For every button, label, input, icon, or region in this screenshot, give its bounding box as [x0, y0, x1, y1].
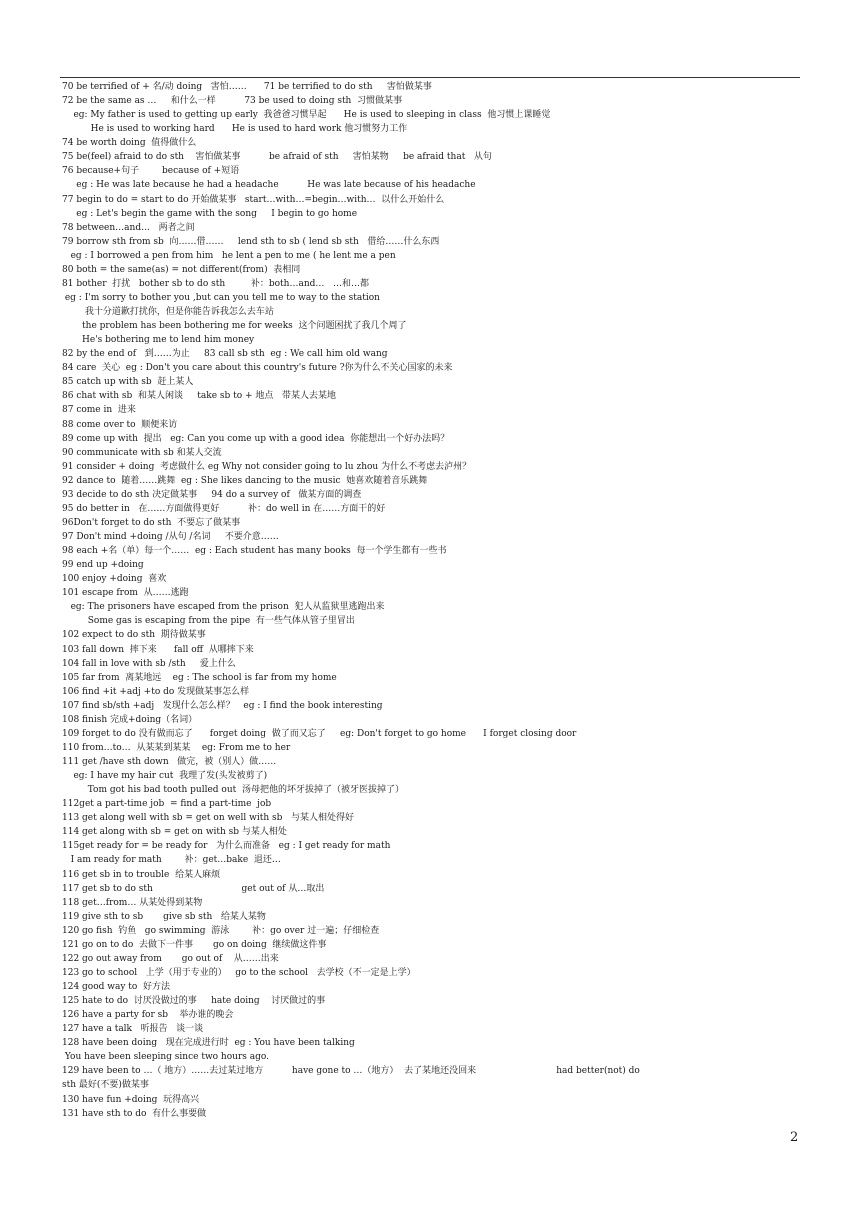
text-line: 72 be the same as … 和什么一样 73 be used to doing sth 习惯做某事: [62, 96, 403, 107]
text-line: Tom got his bad tooth pulled out 汤母把他的坏牙拔掉了（被牙医拔掉了）: [62, 785, 404, 796]
text-line: 97 Don't mind +doing /从句 /名词 不要介意……: [62, 532, 279, 542]
text-line: 91 consider + doing 考虑做什么 eg Why not consider going to lu zhou 为什么不考虑去泸州？: [62, 461, 472, 472]
text-line: eg: My father is used to getting up early 我爸爸习惯早起 He is used to sleeping in class 他习惯上课睡觉: [62, 110, 551, 121]
text-line: 113 get along well with sb = get on well with sb 与某人相处得好: [62, 813, 354, 824]
text-line: 89 come up with 提出 eg: Can you come up with a good idea 你能想出一个好办法吗？: [62, 433, 450, 444]
text-line: 88 come over to 顺便来访: [62, 419, 178, 430]
text-line: 74 be worth doing 值得做什么: [62, 138, 197, 149]
text-line: 81 bother 打扰 bother sb to do sth 补：both…and… …和…都: [62, 278, 369, 289]
header-rule: [60, 77, 800, 78]
text-line: 119 give sth to sb give sb sth 给某人某物: [62, 911, 266, 922]
text-line: 103 fall down 摔下来 fall off 从哪摔下来: [62, 644, 254, 655]
text-line: sth 最好(不要)做某事: [62, 1080, 149, 1091]
text-line: 114 get along with sb = get on with sb 与某人相处: [62, 827, 287, 838]
text-line: eg : I'm sorry to bother you ,but can you tell me to way to the station: [62, 292, 380, 303]
text-line: He is used to working hard He is used to hard work 他习惯努力工作: [62, 124, 408, 135]
text-line: 85 catch up with sb 赶上某人: [62, 377, 194, 388]
text-line: 110 from…to… 从某某到某某 eg: From me to her: [62, 742, 291, 753]
text-line: 128 have been doing 现在完成进行时 eg : You have been talking: [62, 1038, 355, 1049]
text-line: 123 go to school 上学（用于专业的） go to the school 去学校（不一定是上学）: [62, 967, 416, 978]
text-line: 108 finish 完成+doing（名词）: [62, 714, 198, 725]
text-line: He's bothering me to lend him money: [62, 335, 255, 346]
text-line: 76 because+句子 because of +短语: [62, 166, 240, 177]
text-line: 93 decide to do sth 决定做某事 94 do a survey of 做某方面的调查: [62, 489, 362, 500]
text-line: 104 fall in love with sb /sth 爱上什么: [62, 658, 236, 669]
text-line: 127 have a talk 听报告 谈一谈: [62, 1024, 204, 1035]
text-line: 82 by the end of 到……为止 83 call sb sth eg : We call him old wang: [62, 349, 388, 360]
text-line: 75 be(feel) afraid to do sth 害怕做某事 be afraid of sth 害怕某物 be afraid that 从句: [62, 152, 492, 163]
text-line: 98 each +名（单）每一个…… eg : Each student has many books 每一个学生都有一些书: [62, 546, 447, 557]
vocabulary-list: [62, 80, 802, 1121]
text-line: You have been sleeping since two hours ago.: [62, 1052, 269, 1063]
text-line: 79 borrow sth from sb 向……借…… lend sth to sb ( lend sb sth 借给……什么东西: [62, 236, 440, 247]
text-line: 96Don't forget to do sth 不要忘了做某事: [62, 517, 241, 528]
text-line: I am ready for math 补：get…bake 退还…: [62, 855, 281, 866]
text-line: eg : Let's begin the game with the song I begin to go home: [62, 208, 358, 219]
text-line: 84 care 关心 eg : Don't you care about this country's future ?你为什么不关心国家的未来: [62, 363, 453, 374]
text-line: 99 end up +doing: [62, 560, 144, 571]
text-line: 112get a part-time job = find a part-time job: [62, 799, 272, 810]
text-line: eg : I borrowed a pen from him he lent a pen to me ( he lent me a pen: [62, 250, 396, 261]
text-line: 86 chat with sb 和某人闲谈 take sb to + 地点 带某人去某地: [62, 391, 336, 402]
text-line: eg : He was late because he had a headache He was late because of his headache: [62, 180, 476, 191]
text-line: eg: The prisoners have escaped from the prison 犯人从监狱里逃跑出来: [62, 602, 385, 613]
text-line: 78 between…and… 两者之间: [62, 222, 195, 233]
text-line: 124 good way to 好方法: [62, 982, 171, 992]
text-line: 126 have a party for sb 举办谁的晚会: [62, 1010, 234, 1021]
text-line: 131 have sth to do 有什么事要做: [62, 1108, 207, 1119]
text-line: 我十分道歉打扰你，但是你能告诉我怎么去车站: [62, 307, 274, 317]
text-line: 100 enjoy +doing 喜欢: [62, 574, 167, 585]
text-line: 101 escape from 从……逃跑: [62, 588, 189, 599]
text-line: 116 get sb in to trouble 给某人麻烦: [62, 869, 221, 880]
text-line: 95 do better in 在……方面做得更好 补：do well in 在……方面干的好: [62, 503, 386, 514]
text-line: 80 both = the same(as) = not different(from) 表相同: [62, 264, 301, 275]
text-line: 129 have been to …（ 地方）……去过某过地方 have gone to …（地方） 去了某地还没回来 had better(not) do: [62, 1066, 640, 1077]
text-line: 118 get…from… 从某处得到某物: [62, 897, 203, 908]
text-line: 125 hate to do 讨厌没做过的事 hate doing 讨厌做过的事: [62, 996, 326, 1007]
text-line: the problem has been bothering me for weeks 这个问题困扰了我几个周了: [62, 321, 407, 332]
text-line: 117 get sb to do sth get out of 从…取出: [62, 883, 325, 894]
text-line: 105 far from 离某地远 eg : The school is far from my home: [62, 672, 337, 683]
text-line: 107 find sb/sth +adj 发现什么怎么样？ eg : I find the book interesting: [62, 700, 383, 711]
text-line: 102 expect to do sth 期待做某事: [62, 630, 206, 641]
text-line: 92 dance to 随着……跳舞 eg : She likes dancing to the music 她喜欢随着音乐跳舞: [62, 475, 428, 486]
text-line: 87 come in 进来: [62, 405, 136, 416]
text-line: 130 have fun +doing 玩得高兴: [62, 1094, 200, 1105]
text-line: 77 begin to do = start to do 开始做某事 start…with…=begin…with… 以什么开始什么: [62, 194, 445, 205]
text-line: 109 forget to do 没有做而忘了 forget doing 做了而又忘了 eg: Don't forget to go home I forget closing door: [62, 728, 577, 739]
text-line: 111 get /have sth down 做完，被（别人）做……: [62, 757, 277, 767]
text-line: 115get ready for = be ready for 为什么而准备 eg : I get ready for math: [62, 841, 391, 852]
text-line: 90 communicate with sb 和某人交流: [62, 447, 222, 458]
text-line: Some gas is escaping from the pipe 有一些气体从管子里冒出: [62, 616, 355, 627]
page-number: 2: [790, 1130, 799, 1145]
text-line: 122 go out away from go out of 从……出来: [62, 953, 279, 964]
text-line: 120 go fish 钓鱼 go swimming 游泳 补：go over 过一遍；仔细检查: [62, 925, 380, 936]
text-line: 121 go on to do 去做下一件事 go on doing 继续做这件事: [62, 939, 327, 950]
text-line: 70 be terrified of + 名/动 doing 害怕…… 71 be terrified to do sth 害怕做某事: [62, 82, 432, 92]
text-line: eg: I have my hair cut 我理了发(头发被剪了): [62, 771, 268, 782]
text-line: 106 find +it +adj +to do 发现做某事怎么样: [62, 686, 250, 697]
